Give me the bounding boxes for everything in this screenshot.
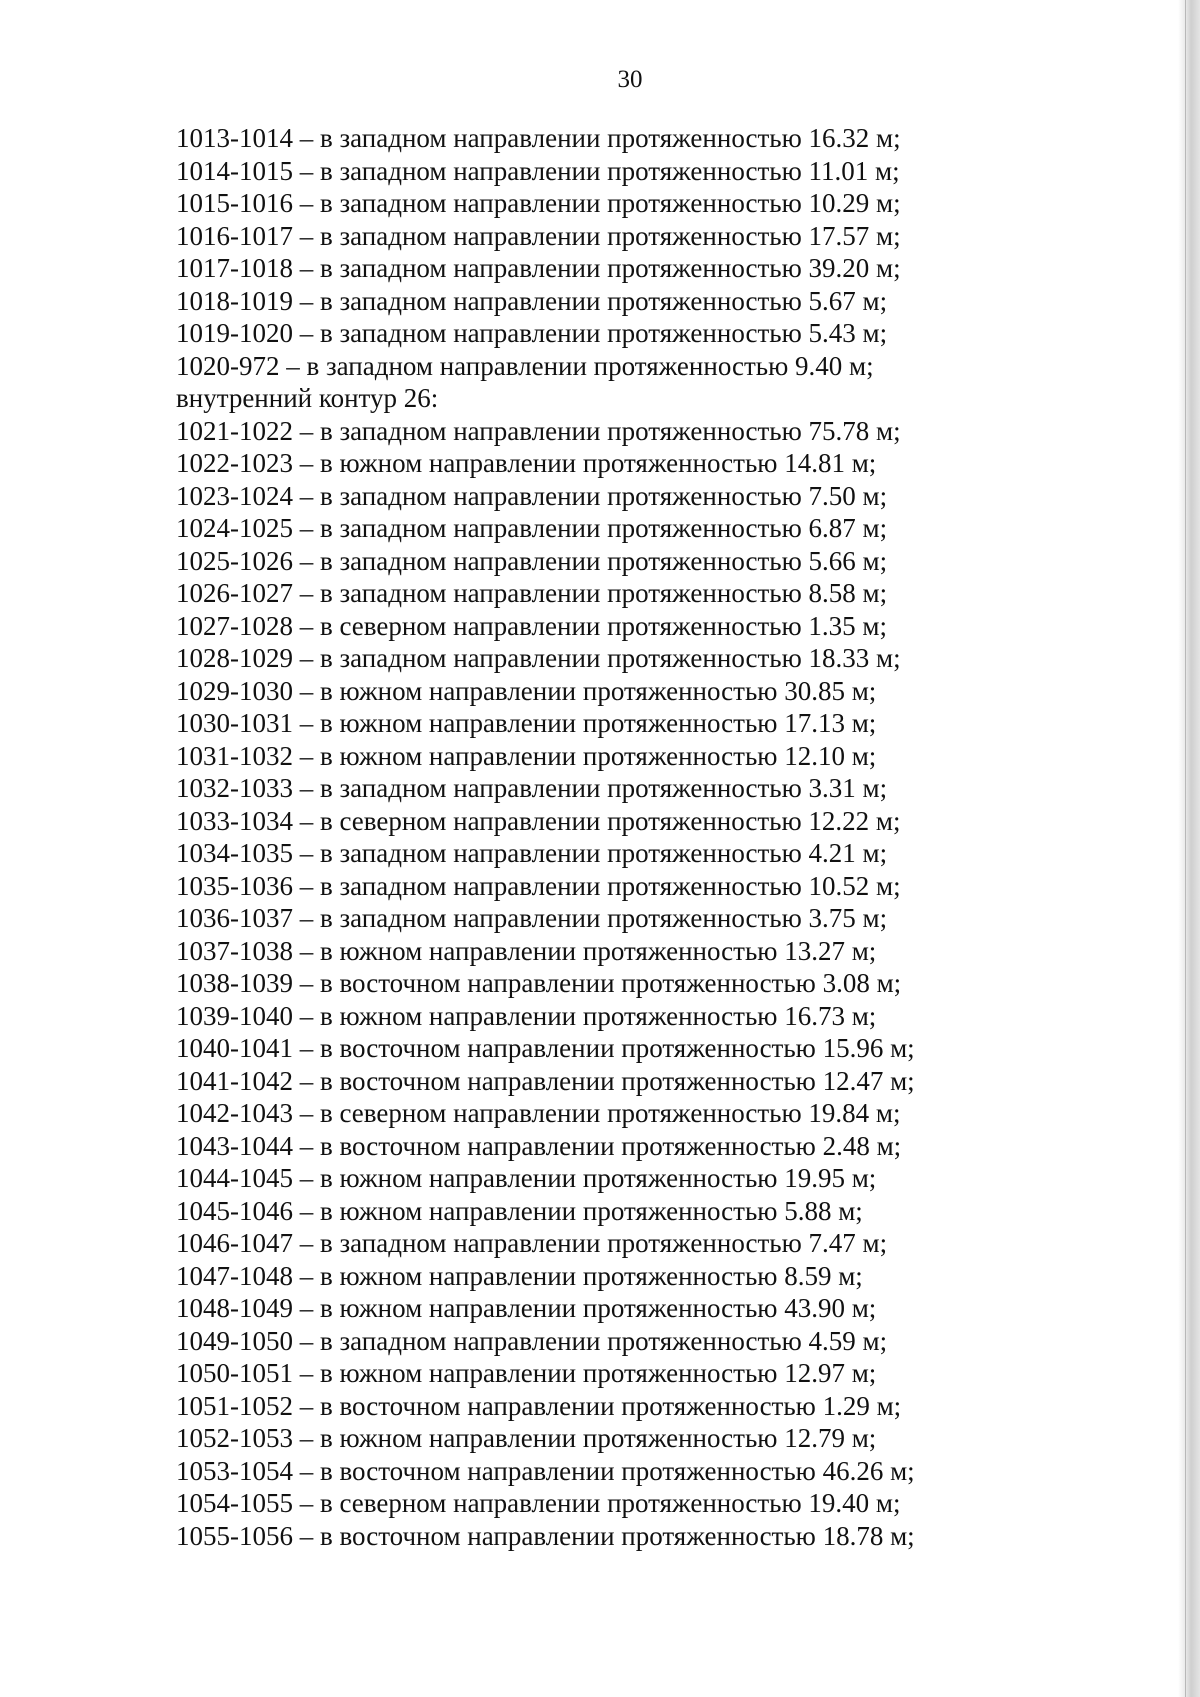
list-item: 1035-1036 – в западном направлении протяженностью 10.52 м; (176, 870, 901, 901)
list-item: 1038-1039 – в восточном направлении протяженностью 3.08 м; (176, 968, 902, 998)
list-item: 1022-1023 – в южном направлении протяженностью 14.81 м; (176, 448, 877, 478)
list-item: 1018-1019 – в западном направлении протяженностью 5.67 м; (176, 285, 888, 316)
list-item: 1037-1038 – в южном направлении протяженностью 13.27 м; (176, 935, 877, 966)
list-item: 1048-1049 – в южном направлении протяженностью 43.90 м; (176, 1293, 877, 1323)
scan-edge (1178, 0, 1200, 1697)
list-item: 1029-1030 – в южном направлении протяженностью 30.85 м; (176, 675, 877, 706)
list-item: 1052-1053 – в южном направлении протяженностью 12.79 м; (176, 1423, 877, 1453)
list-item: 1047-1048 – в южном направлении протяженностью 8.59 м; (176, 1260, 863, 1291)
list-item: 1019-1020 – в западном направлении протяженностью 5.43 м; (176, 318, 888, 348)
list-item: 1042-1043 – в северном направлении протяженностью 19.84 м; (176, 1098, 901, 1128)
list-item: 1040-1041 – в восточном направлении протяженностью 15.96 м; (176, 1033, 915, 1063)
list-item: 1039-1040 – в южном направлении протяженностью 16.73 м; (176, 1000, 877, 1031)
list-item: 1030-1031 – в южном направлении протяженностью 17.13 м; (176, 708, 877, 738)
list-item: 1024-1025 – в западном направлении протяженностью 6.87 м; (176, 513, 888, 543)
list-item: 1053-1054 – в восточном направлении протяженностью 46.26 м; (176, 1455, 915, 1486)
list-item: 1033-1034 – в северном направлении протяженностью 12.22 м; (176, 805, 901, 836)
list-item: 1054-1055 – в северном направлении протяженностью 19.40 м; (176, 1488, 901, 1518)
list-item: 1044-1045 – в южном направлении протяженностью 19.95 м; (176, 1163, 877, 1193)
list-item: 1049-1050 – в западном направлении протяженностью 4.59 м; (176, 1325, 888, 1356)
list-item: 1050-1051 – в южном направлении протяженностью 12.97 м; (176, 1358, 877, 1388)
list-item: 1013-1014 – в западном направлении протяженностью 16.32 м; (176, 123, 901, 153)
list-item: 1036-1037 – в западном направлении протяженностью 3.75 м; (176, 903, 888, 933)
section-heading: внутренний контур 26: (176, 383, 439, 413)
list-item: 1015-1016 – в западном направлении протяженностью 10.29 м; (176, 188, 901, 218)
list-item: 1025-1026 – в западном направлении протяженностью 5.66 м; (176, 545, 888, 576)
page-number: 30 (617, 66, 643, 93)
list-item: 1016-1017 – в западном направлении протяженностью 17.57 м; (176, 220, 901, 251)
list-item: 1034-1035 – в западном направлении протяженностью 4.21 м; (176, 838, 888, 868)
list-item: 1021-1022 – в западном направлении протяженностью 75.78 м; (176, 415, 901, 446)
scan-edge-line (1185, 0, 1186, 1697)
list-item: 1017-1018 – в западном направлении протяженностью 39.20 м; (176, 253, 901, 283)
list-item: 1031-1032 – в южном направлении протяженностью 12.10 м; (176, 740, 877, 771)
list-item: 1023-1024 – в западном направлении протяженностью 7.50 м; (176, 480, 888, 511)
list-item: 1028-1029 – в западном направлении протяженностью 18.33 м; (176, 643, 901, 673)
list-item: 1046-1047 – в западном направлении протяженностью 7.47 м; (176, 1228, 888, 1258)
list-item: 1020-972 – в западном направлении протяженностью 9.40 м; (176, 350, 874, 381)
list-item: 1014-1015 – в западном направлении протяженностью 11.01 м; (176, 155, 900, 186)
list-item: 1032-1033 – в западном направлении протяженностью 3.31 м; (176, 773, 888, 803)
list-item: 1027-1028 – в северном направлении протяженностью 1.35 м; (176, 610, 888, 641)
list-item: 1045-1046 – в южном направлении протяженностью 5.88 м; (176, 1195, 863, 1226)
list-item: 1043-1044 – в восточном направлении протяженностью 2.48 м; (176, 1130, 902, 1161)
list-item: 1026-1027 – в западном направлении протяженностью 8.58 м; (176, 578, 888, 608)
list-item: 1055-1056 – в восточном направлении протяженностью 18.78 м; (176, 1520, 915, 1551)
list-item: 1041-1042 – в восточном направлении протяженностью 12.47 м; (176, 1065, 915, 1096)
boundary-description-list (176, 122, 915, 1552)
list-item: 1051-1052 – в восточном направлении протяженностью 1.29 м; (176, 1390, 902, 1421)
